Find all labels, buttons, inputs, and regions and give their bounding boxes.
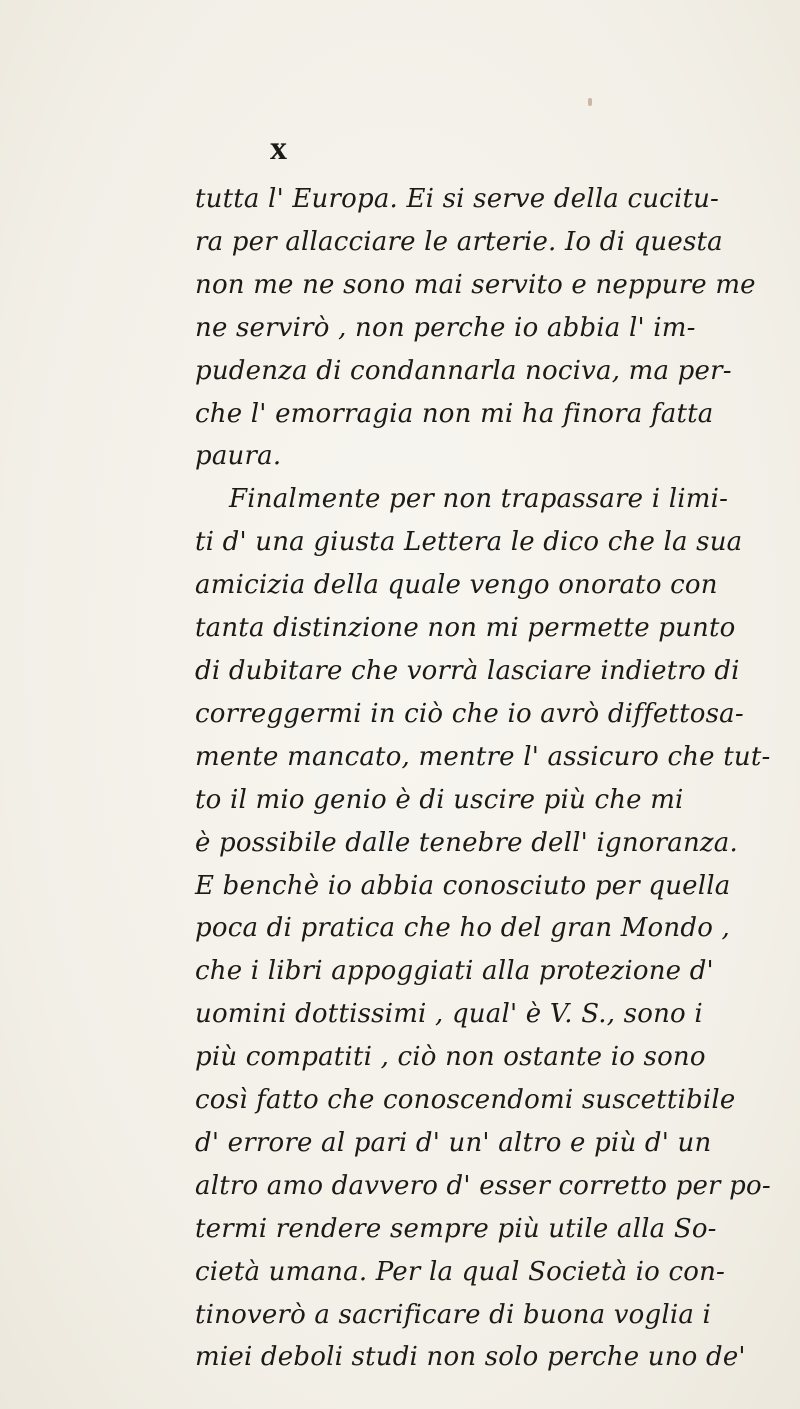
text-line: tinoverò a sacrificare di buona voglia i [195,1299,712,1330]
text-line: pudenza di condannarla nociva, ma per- [195,355,732,386]
text-line: non me ne sono mai servito e neppure me [195,269,756,300]
text-line: così fatto che conoscendomi suscettibile [195,1085,736,1116]
text-line: to il mio genio è di uscire più che mi [195,784,684,815]
text-line: mente mancato, mentre l' assicuro che tut- [195,741,771,772]
text-line: tanta distinzione non mi permette punto [195,613,736,644]
text-line: miei deboli studi non solo perche uno de' [195,1342,746,1373]
text-line: poca di pratica che ho del gran Mondo , [195,913,730,944]
text-line: cietà umana. Per la qual Società io con- [195,1256,726,1287]
ink-mark [588,98,592,106]
body-text [195,178,771,1379]
text-line: paura. [195,441,282,472]
text-line: uomini dottissimi , qual' è V. S., sono i [195,999,703,1030]
text-line: più compatiti , ciò non ostante io sono [195,1042,706,1073]
paragraph-start: Finalmente per non trapassare i limi- [229,484,729,515]
text-line: che i libri appoggiati alla protezione d' [195,956,714,987]
text-line: è possibile dalle tenebre dell' ignoranza. [195,827,738,858]
text-line: termi rendere sempre più utile alla So- [195,1213,717,1244]
text-line: amicizia della quale vengo onorato con [195,570,718,601]
text-line: di dubitare che vorrà lasciare indietro di [195,655,740,686]
text-line: tutta l' Europa. Ei si serve della cucitu- [195,184,720,214]
text-line: E benchè io abbia conosciuto per quella [195,870,731,901]
signature-mark: x [270,130,287,167]
text-line: d' errore al pari d' un' altro e più d' un [195,1127,712,1158]
text-line: ra per allacciare le arterie. Io di questa [195,226,723,257]
text-line: altro amo davvero d' esser corretto per po- [195,1170,771,1201]
text-line: che l' emorragia non mi ha finora fatta [195,398,714,429]
text-line: correggermi in ciò che io avrò diffettosa- [195,698,744,729]
text-line: ti d' una giusta Lettera le dico che la sua [195,527,743,558]
text-line: ne servirò , non perche io abbia l' im- [195,312,696,343]
